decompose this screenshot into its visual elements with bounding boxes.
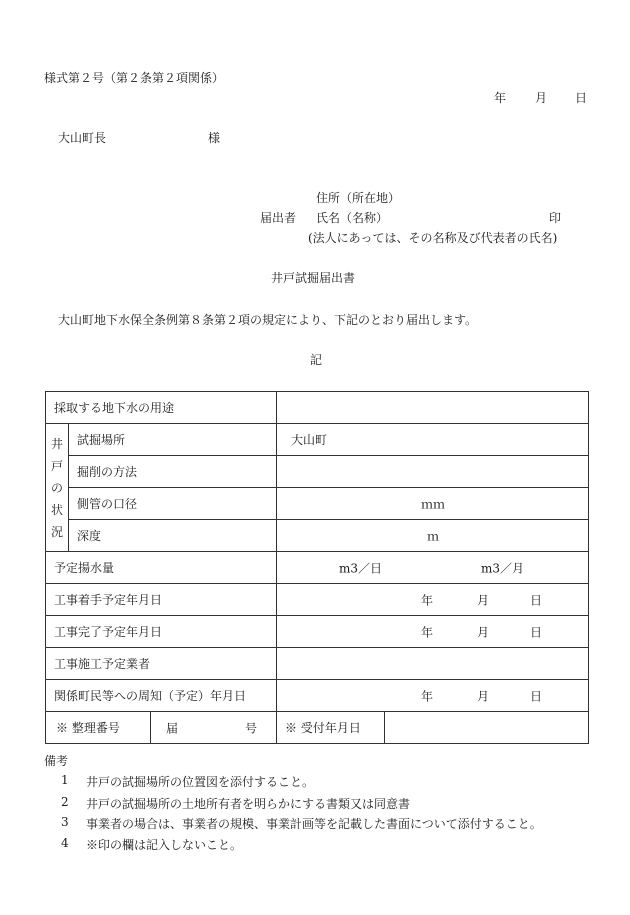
reference-number-input[interactable]: [151, 712, 277, 744]
depth-input[interactable]: [277, 520, 589, 552]
received-date-input[interactable]: [385, 712, 589, 744]
remark-text: 井戸の試掘場所の土地所有者を明らかにする書類又は同意書: [86, 797, 411, 811]
diameter-label: 側管の口径: [69, 488, 277, 520]
notice-day-unit: 日: [530, 689, 543, 703]
method-row: [46, 456, 589, 488]
start-date-label: 工事着手予定年月日: [46, 584, 277, 616]
site-row: [46, 424, 589, 456]
date-month-label: 月: [535, 91, 548, 105]
remark-text: 井戸の試掘場所の位置図を添付すること。: [86, 775, 315, 789]
document-title: 井戸試掘届出書: [271, 271, 356, 285]
remark-text: 事業者の場合は、事業者の規模、事業計画等を記載した書面について添付すること。: [86, 817, 542, 831]
contractor-input[interactable]: [277, 648, 589, 680]
volume-row: [46, 552, 589, 584]
notice-year-unit: 年: [421, 689, 434, 703]
notice-date-row: [46, 680, 589, 712]
addressee-name: 大山町長: [58, 131, 107, 145]
volume-label: 予定揚水量: [46, 552, 277, 584]
diameter-input[interactable]: [277, 488, 589, 520]
remark-number: 1: [61, 773, 69, 787]
ki-heading: 記: [310, 353, 323, 367]
method-label: 掘削の方法: [69, 456, 277, 488]
site-input[interactable]: 大山町: [277, 424, 589, 456]
remark-number: 4: [61, 836, 69, 850]
name-label: 氏名（名称）: [316, 211, 389, 225]
address-label: 住所（所在地）: [316, 191, 401, 205]
end-date-label: 工事完了予定年月日: [46, 616, 277, 648]
purpose-input[interactable]: [277, 392, 589, 424]
start-year-unit: 年: [421, 593, 434, 607]
corporation-note: (法人にあっては、その名称及び代表者の氏名): [308, 231, 558, 245]
intro-text: 大山町地下水保全条例第８条第２項の規定により、下記のとおり届出します。: [58, 313, 478, 327]
todoke-label: 届: [166, 721, 179, 735]
date-day-label: 日: [575, 91, 588, 105]
end-date-input[interactable]: [277, 616, 589, 648]
date-year-label: 年: [494, 91, 507, 105]
notice-month-unit: 月: [477, 689, 490, 703]
received-date-label: ※ 受付年月日: [277, 712, 385, 744]
volume-month-unit: m3／月: [481, 561, 525, 575]
depth-unit: ｍ: [427, 529, 440, 543]
office-use-row: [46, 712, 589, 744]
start-day-unit: 日: [530, 593, 543, 607]
remark-number: 3: [61, 815, 69, 829]
depth-row: [46, 520, 589, 552]
method-input[interactable]: [277, 456, 589, 488]
remarks-heading: 備考: [44, 754, 69, 768]
contractor-row: [46, 648, 589, 680]
end-year-unit: 年: [421, 625, 434, 639]
reference-number-label: ※ 整理番号: [46, 712, 151, 744]
start-month-unit: 月: [477, 593, 490, 607]
notification-form-table: [45, 391, 589, 744]
remark-text: ※印の欄は記入しないこと。: [86, 838, 243, 852]
end-month-unit: 月: [477, 625, 490, 639]
purpose-row: [46, 392, 589, 424]
start-date-row: [46, 584, 589, 616]
diameter-row: [46, 488, 589, 520]
volume-input[interactable]: [277, 552, 589, 584]
contractor-label: 工事施工予定業者: [46, 648, 277, 680]
start-date-input[interactable]: [277, 584, 589, 616]
remark-number: 2: [61, 795, 69, 809]
site-label: 試掘場所: [69, 424, 277, 456]
form-number: 様式第２号（第２条第２項関係）: [44, 71, 225, 85]
end-day-unit: 日: [530, 625, 543, 639]
depth-label: 深度: [69, 520, 277, 552]
purpose-label: 採取する地下水の用途: [46, 392, 277, 424]
diameter-unit: ｍｍ: [421, 497, 446, 511]
seal-mark: 印: [549, 211, 562, 225]
notice-date-input[interactable]: [277, 680, 589, 712]
go-label: 号: [245, 721, 258, 735]
volume-day-unit: m3／日: [339, 561, 383, 575]
addressee-suffix: 様: [208, 131, 221, 145]
notice-date-label: 関係町民等への周知（予定）年月日: [46, 680, 277, 712]
well-status-group-label: 井 戸 の 状 況: [46, 424, 69, 552]
applicant-role-label: 届出者: [260, 211, 297, 225]
end-date-row: [46, 616, 589, 648]
